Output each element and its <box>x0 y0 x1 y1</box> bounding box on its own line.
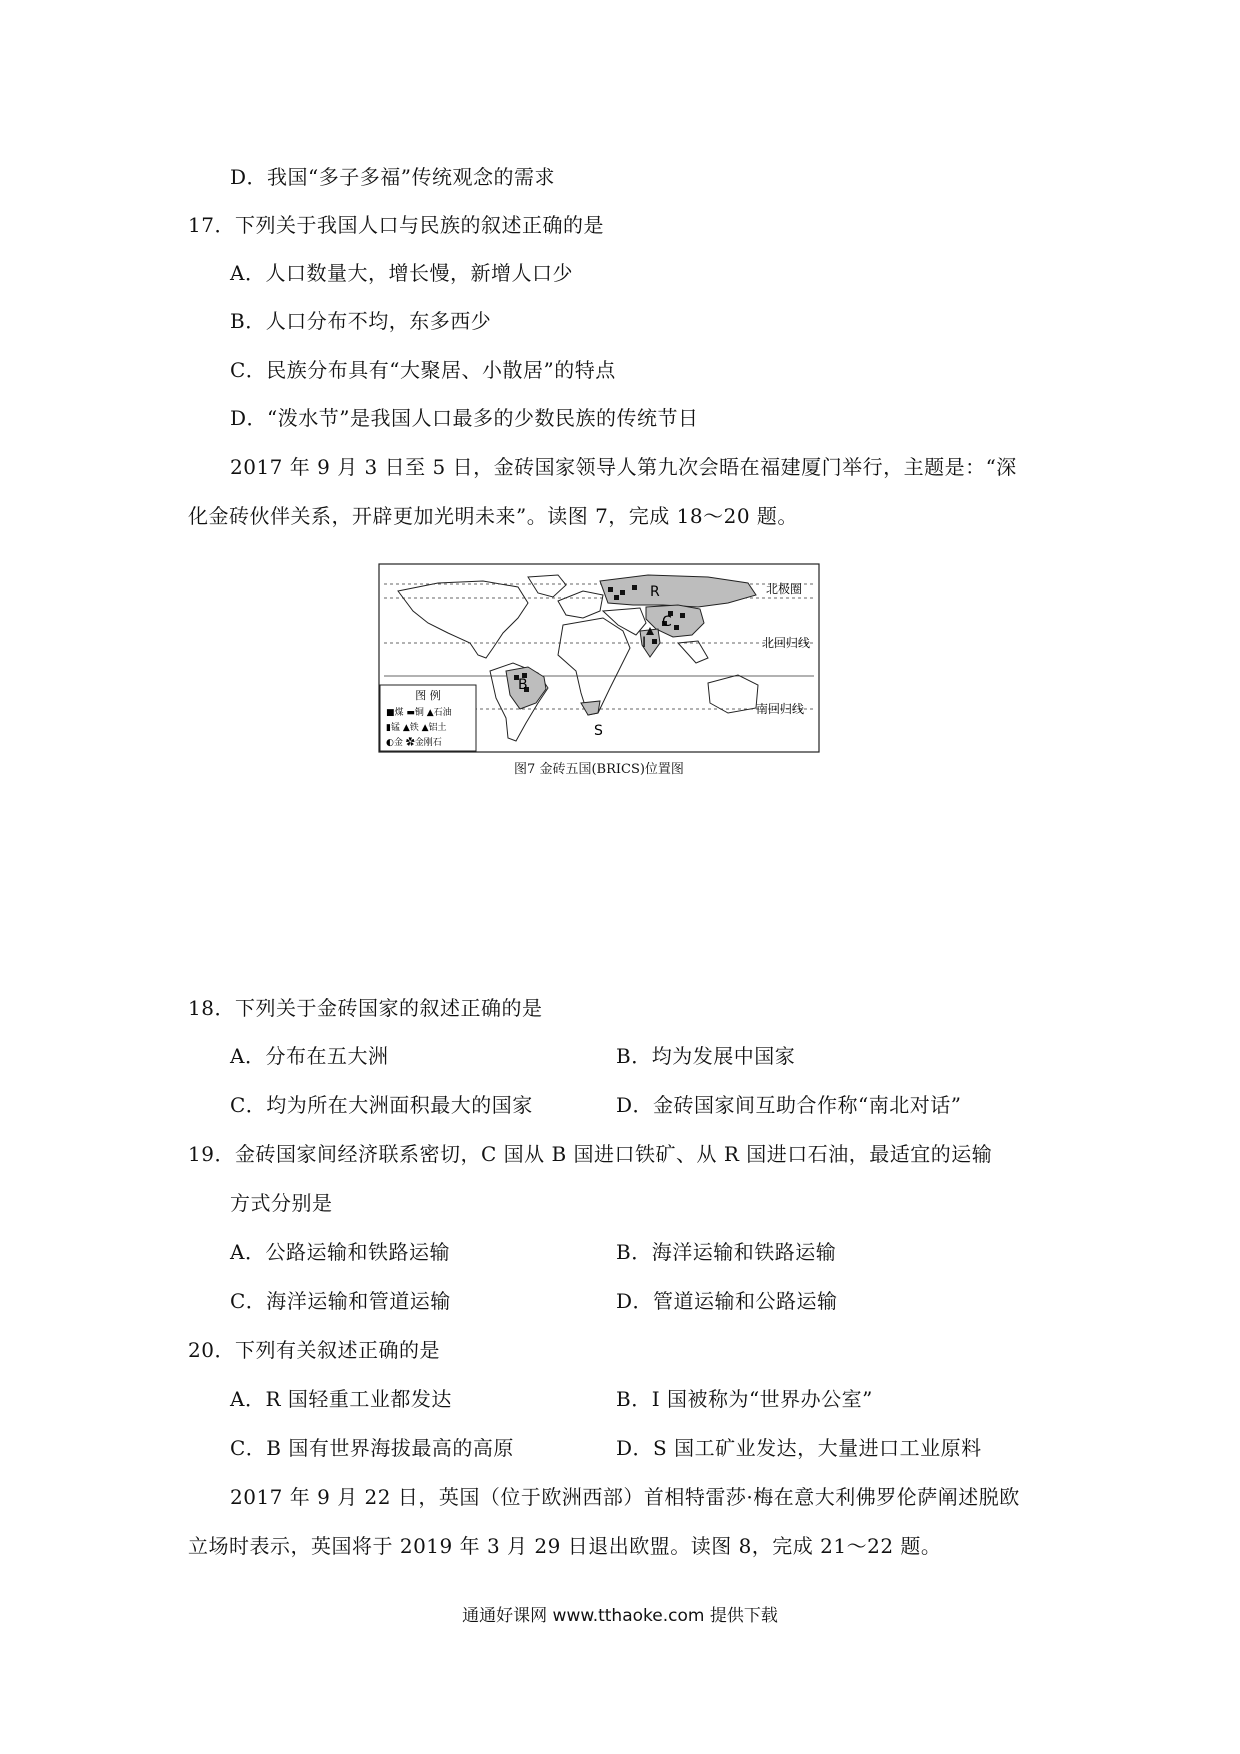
country-label-b: B <box>518 677 528 693</box>
q19-option-b: B．海洋运输和铁路运输 <box>616 1240 837 1264</box>
arctic-circle-label: 北极圈 <box>766 582 803 596</box>
page-footer: 通通好课网 www.tthaoke.com 提供下载 <box>462 1606 778 1626</box>
q17-stem: 17．下列关于我国人口与民族的叙述正确的是 <box>188 213 604 237</box>
q19-stem-line1: 19．金砖国家间经济联系密切，C 国从 B 国进口铁矿、从 R 国进口石油，最适宜的运输 <box>188 1142 993 1166</box>
q17-option-d: D．“泼水节”是我国人口最多的少数民族的传统节日 <box>230 406 699 430</box>
q17-option-b: B．人口分布不均，东多西少 <box>230 309 492 333</box>
q20-option-a: A．R 国轻重工业都发达 <box>230 1387 452 1411</box>
legend-row-3: ◐金 ✿金刚石 <box>386 738 442 748</box>
intro-brics-line1: 2017 年 9 月 3 日至 5 日，金砖国家领导人第九次会晤在福建厦门举行，主题是：“深 <box>230 455 1017 479</box>
q19-option-c: C．海洋运输和管道运输 <box>230 1289 451 1313</box>
country-label-s: S <box>594 723 603 739</box>
country-label-r: R <box>650 584 660 600</box>
brics-location-map <box>378 563 820 753</box>
q18-option-d: D．金砖国家间互助合作称“南北对话” <box>616 1093 962 1117</box>
q16-option-d: D．我国“多子多福”传统观念的需求 <box>230 165 555 189</box>
q18-stem: 18．下列关于金砖国家的叙述正确的是 <box>188 996 543 1020</box>
country-label-c: C <box>662 614 672 630</box>
legend-row-1: ■煤 ▬铜 ▲石油 <box>386 708 452 718</box>
q18-option-a: A．分布在五大洲 <box>230 1044 389 1068</box>
tropic-capricorn-label: 南回归线 <box>756 702 805 716</box>
legend-title: 图 例 <box>415 689 441 702</box>
q20-stem: 20．下列有关叙述正确的是 <box>188 1338 440 1362</box>
figure7-caption: 图7 金砖五国(BRICS)位置图 <box>514 762 684 777</box>
tropic-cancer-label: 北回归线 <box>762 636 811 650</box>
q20-option-c: C．B 国有世界海拔最高的高原 <box>230 1436 514 1460</box>
q18-option-c: C．均为所在大洲面积最大的国家 <box>230 1093 533 1117</box>
country-label-i: I <box>642 635 647 651</box>
legend-row-2: ▮锰 ▲铁 ▲铝土 <box>386 723 447 733</box>
intro-brexit-line1: 2017 年 9 月 22 日，英国（位于欧洲西部）首相特雷莎·梅在意大利佛罗伦萨阐述脱欧 <box>230 1485 1020 1509</box>
q20-option-b: B．I 国被称为“世界办公室” <box>616 1387 873 1411</box>
q18-option-b: B．均为发展中国家 <box>616 1044 796 1068</box>
intro-brics-line2: 化金砖伙伴关系，开辟更加光明未来”。读图 7，完成 18～20 题。 <box>188 504 798 528</box>
q19-option-d: D．管道运输和公路运输 <box>616 1289 838 1313</box>
q19-stem-line2: 方式分别是 <box>230 1191 333 1215</box>
q19-option-a: A．公路运输和铁路运输 <box>230 1240 450 1264</box>
intro-brexit-line2: 立场时表示，英国将于 2019 年 3 月 29 日退出欧盟。读图 8，完成 21～22 题。 <box>188 1534 942 1558</box>
q17-option-a: A．人口数量大，增长慢，新增人口少 <box>230 261 573 285</box>
q20-option-d: D．S 国工矿业发达，大量进口工业原料 <box>616 1436 982 1460</box>
q17-option-c: C．民族分布具有“大聚居、小散居”的特点 <box>230 358 616 382</box>
